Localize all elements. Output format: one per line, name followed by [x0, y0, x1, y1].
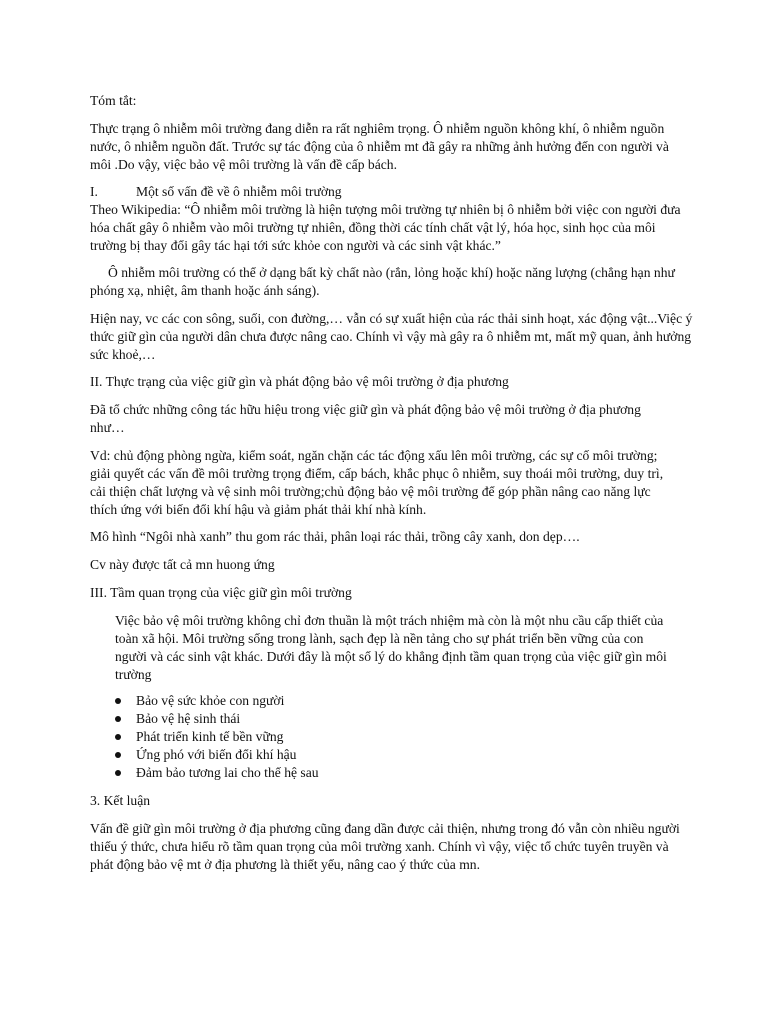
section-3-heading: III. Tầm quan trọng của việc giữ gìn môi trường	[90, 585, 352, 600]
list-item: Ứng phó với biến đổi khí hậu	[115, 746, 515, 764]
section-1-title: Một số vấn đề về ô nhiễm môi trường	[136, 184, 342, 199]
section-2-paragraph-3: Mô hình “Ngôi nhà xanh” thu gom rác thải, phân loại rác thải, trồng cây xanh, don dẹp….	[90, 529, 580, 544]
section-2-paragraph-2: Vd: chủ động phòng ngừa, kiểm soát, ngăn chặn các tác động xấu lên môi trường, các sự cố môi trường; giải quyết các vấn đề môi trường trọng điểm, cấp bách, khắc phục ô nhiễm, suy thoái môi trường, duy trì, cải thiện chất lượng và vệ sinh môi trường;chủ động bảo vệ môi trường để góp phần nâng cao năng lực thích ứng với biến đổi khí hậu và giảm phát thải khí nhà kính.	[90, 448, 664, 517]
bullet-icon	[115, 770, 121, 776]
section-1-number: I.	[90, 184, 98, 199]
section-2-paragraph-1: Đã tổ chức những công tác hữu hiệu trong việc giữ gìn và phát động bảo vệ môi trường ở địa phương như…	[90, 402, 641, 435]
list-item: Bảo vệ hệ sinh thái	[115, 710, 515, 728]
conclusion-heading: 3. Kết luận	[90, 793, 151, 808]
list-item: Phát triển kinh tế bền vững	[115, 728, 515, 746]
wiki-quote-paragraph: Theo Wikipedia: “Ô nhiễm môi trường là hiện tượng môi trường tự nhiên bị ô nhiễm bởi việc con người đưa hóa chất gây ô nhiễm vào môi trường tự nhiên, đồng thời các tính chất vật lý, hóa học, sinh học của môi trường bị thay đổi gây tác hại tới sức khỏe con người và các sinh vật khác.”	[90, 202, 681, 253]
section-2-heading: II. Thực trạng của việc giữ gìn và phát động bảo vệ môi trường ở địa phương	[90, 374, 509, 389]
intro-paragraph: Thực trạng ô nhiễm môi trường đang diễn ra rất nghiêm trọng. Ô nhiễm nguồn không khí, ô nhiễm nguồn nước, ô nhiễm nguồn đất. Trước sự tác động của ô nhiễm mt đã gây ra những ảnh hưởng đến con người và môi .Do vậy, việc bảo vệ môi trường là vấn đề cấp bách.	[90, 121, 669, 172]
list-item: Bảo vệ sức khỏe con người	[115, 692, 515, 710]
current-situation-paragraph: Hiện nay, vc các con sông, suối, con đường,… vẫn có sự xuất hiện của rác thải sinh hoạt, xác động vật...Việc ý thức giữ gìn của người dân chưa được nâng cao. Chính vì vậy mà gây ra ô nhiễm mt, mất mỹ quan, ảnh hưởng sức khoẻ,…	[90, 311, 693, 362]
section-3-paragraph: Việc bảo vệ môi trường không chỉ đơn thuần là một trách nhiệm mà còn là một nhu cầu cấp thiết của toàn xã hội. Môi trường sống trong lành, sạch đẹp là nền tảng cho sự phát triển bền vững của con người và các sinh vật khác. Dưới đây là một số lý do khẳng định tầm quan trọng của việc giữ gìn môi trường	[115, 613, 667, 682]
pollution-forms-paragraph: Ô nhiễm môi trường có thể ở dạng bất kỳ chất nào (rắn, lỏng hoặc khí) hoặc năng lượng (chẳng hạn như phóng xạ, nhiệt, âm thanh hoặc ánh sáng).	[90, 265, 675, 298]
importance-list	[115, 692, 515, 782]
bullet-icon	[115, 716, 121, 722]
list-item: Đảm bảo tương lai cho thế hệ sau	[115, 764, 515, 782]
summary-heading: Tóm tắt:	[90, 93, 137, 108]
bullet-icon	[115, 698, 121, 704]
bullet-icon	[115, 734, 121, 740]
section-2-paragraph-4: Cv này được tất cả mn huong ứng	[90, 557, 275, 572]
conclusion-paragraph: Vấn đề giữ gìn môi trường ở địa phương cũng đang dần được cải thiện, nhưng trong đó vẫn còn nhiều người thiếu ý thức, chưa hiểu rõ tầm quan trọng của môi trường xanh. Chính vì vậy, việc tổ chức tuyên truyền và phát động bảo vệ mt ở địa phương là thiết yếu, nâng cao ý thức của mn.	[90, 821, 680, 872]
section-1-heading	[90, 183, 710, 201]
bullet-icon	[115, 752, 121, 758]
